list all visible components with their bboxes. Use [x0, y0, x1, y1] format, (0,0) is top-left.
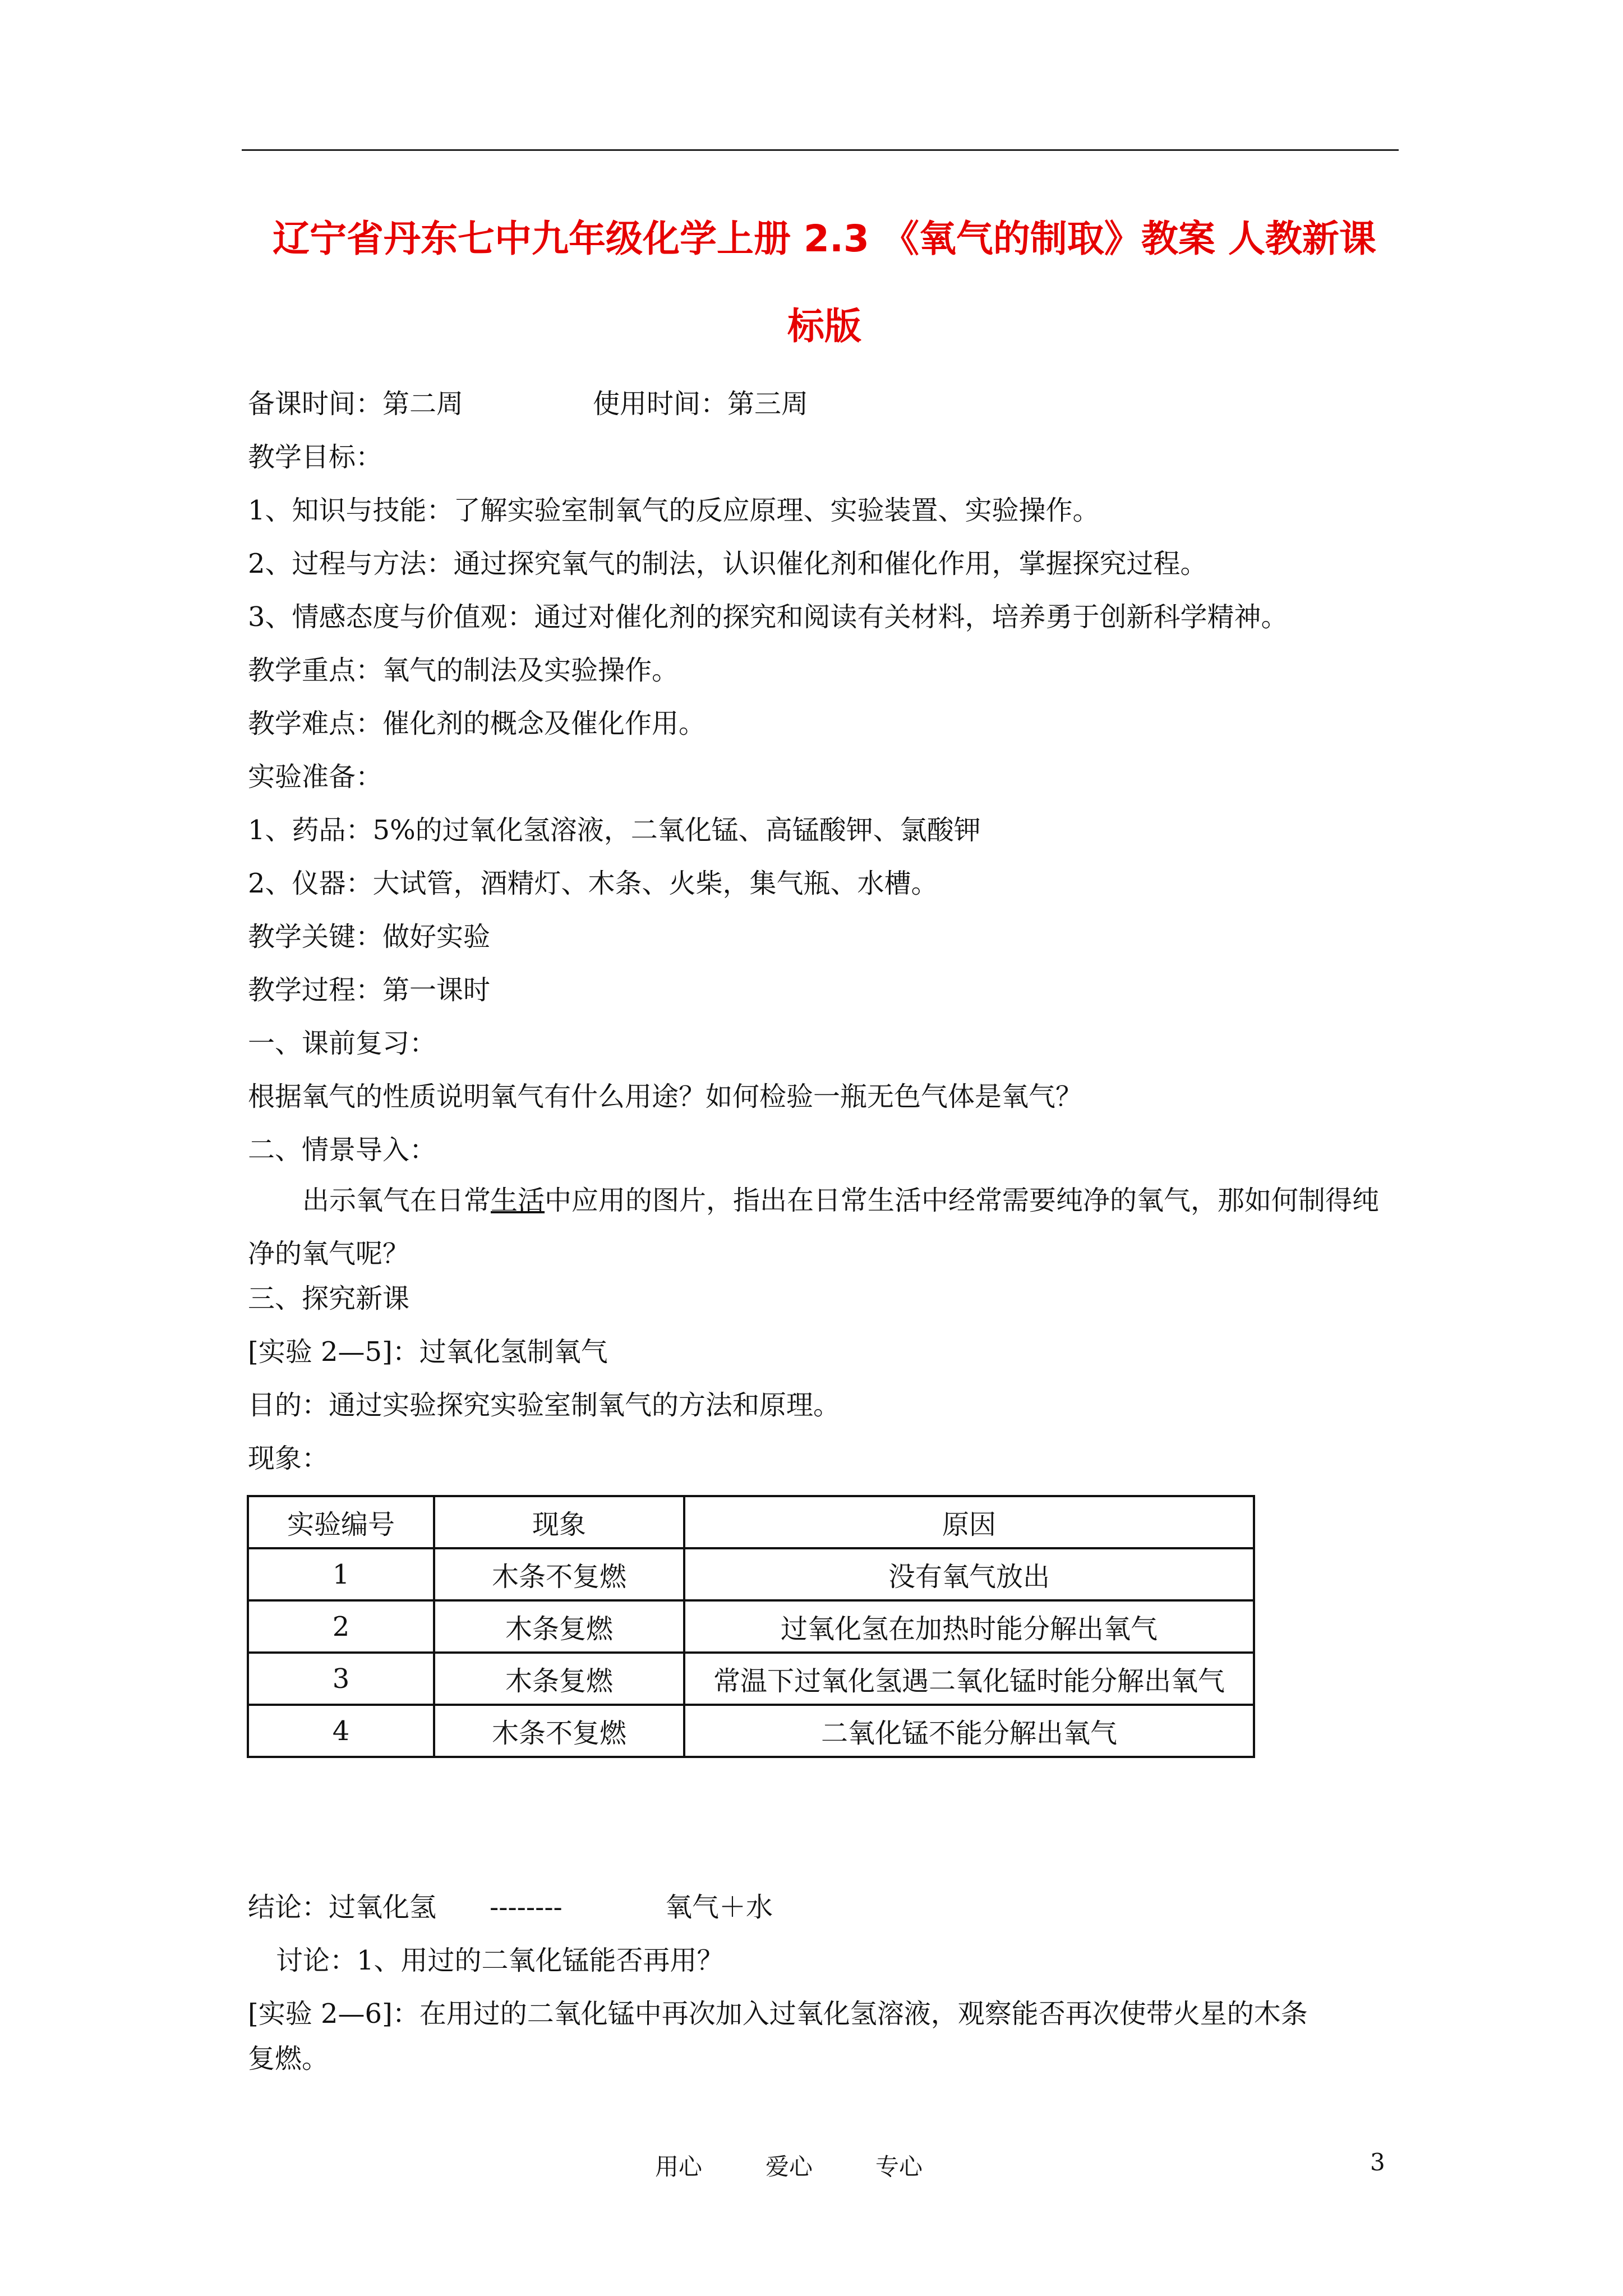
experiment-purpose: 目的：通过实验探究实验室制氧气的方法和原理。 — [248, 1389, 841, 1421]
table-header-row — [248, 1496, 1254, 1548]
table-cell: 常温下过氧化氢遇二氧化锰时能分解出氧气 — [684, 1653, 1254, 1705]
table-cell: 过氧化氢在加热时能分解出氧气 — [684, 1600, 1254, 1653]
table-cell: 1 — [248, 1548, 434, 1600]
table-row — [248, 1600, 1254, 1653]
intro-text-a: 出示氧气在日常 — [302, 1185, 491, 1216]
experiment-2-5: [实验 2—5]：过氧化氢制氧气 — [248, 1336, 608, 1368]
header-cell: 现象 — [434, 1496, 684, 1548]
footer-motto-1: 用心 — [655, 2153, 703, 2180]
document-title-line2: 标版 — [787, 305, 861, 348]
life-link[interactable]: 生活 — [491, 1185, 545, 1216]
review-question: 根据氧气的性质说明氧气有什么用途？如何检验一瓶无色气体是氧气？ — [248, 1081, 1083, 1112]
conclusion-product: 氧气＋水 — [665, 1892, 773, 1923]
discussion-question: 讨论：1、用过的二氧化锰能否再用？ — [276, 1945, 724, 1976]
table-row — [248, 1653, 1254, 1705]
header-cell: 实验编号 — [248, 1496, 434, 1548]
goal-1: 1、知识与技能：了解实验室制氧气的反应原理、实验装置、实验操作。 — [248, 495, 1100, 526]
goal-2: 2、过程与方法：通过探究氧气的制法，认识催化剂和催化作用，掌握探究过程。 — [248, 548, 1207, 579]
header-rule — [242, 149, 1399, 151]
intro-paragraph — [248, 1174, 1399, 1281]
table-cell: 3 — [248, 1653, 434, 1705]
experiment-2-6: [实验 2—6]：在用过的二氧化锰中再次加入过氧化氢溶液，观察能否再次使带火星的木条 — [248, 1998, 1308, 2030]
prep-instruments: 2、仪器：大试管，酒精灯、木条、火柴，集气瓶、水槽。 — [248, 868, 938, 899]
review-heading: 一、课前复习： — [248, 1028, 437, 1059]
table-cell: 4 — [248, 1705, 434, 1757]
teaching-key: 教学关键：做好实验 — [248, 921, 491, 953]
table-cell: 木条复燃 — [434, 1600, 684, 1653]
phenomenon-label: 现象： — [248, 1443, 329, 1474]
explore-heading: 三、探究新课 — [248, 1283, 410, 1314]
goal-3: 3、情感态度与价值观：通过对催化剂的探究和阅读有关材料，培养勇于创新科学精神。 — [248, 601, 1288, 633]
table-row — [248, 1705, 1254, 1757]
footer-motto-2: 爱心 — [766, 2153, 813, 2180]
table-cell: 二氧化锰不能分解出氧气 — [684, 1705, 1254, 1757]
prep-chemicals: 1、药品：5%的过氧化氢溶液，二氧化锰、高锰酸钾、氯酸钾 — [248, 815, 981, 846]
difficulty: 教学难点：催化剂的概念及催化作用。 — [248, 708, 706, 739]
intro-heading: 二、情景导入： — [248, 1134, 437, 1166]
prep-time: 备课时间：第二周 — [248, 388, 464, 420]
header-cell: 原因 — [684, 1496, 1254, 1548]
table-cell: 木条复燃 — [434, 1653, 684, 1705]
key-point: 教学重点：氧气的制法及实验操作。 — [248, 655, 679, 686]
teaching-process: 教学过程：第一课时 — [248, 974, 491, 1006]
table-cell: 木条不复燃 — [434, 1548, 684, 1600]
use-time: 使用时间：第三周 — [593, 388, 809, 420]
table-row — [248, 1548, 1254, 1600]
prep-heading: 实验准备： — [248, 761, 383, 793]
footer-motto-3: 专心 — [875, 2153, 923, 2180]
table-cell: 2 — [248, 1600, 434, 1653]
experiment-table — [247, 1495, 1255, 1758]
document-title-line1: 辽宁省丹东七中九年级化学上册 2.3 《氧气的制取》教案 人教新课 — [273, 217, 1376, 260]
page-number: 3 — [1370, 2148, 1385, 2176]
conclusion-label: 结论：过氧化氢 — [248, 1892, 437, 1923]
table-cell: 木条不复燃 — [434, 1705, 684, 1757]
intro-text-b: 中应用的图片，指出在日常生活中经常需要纯净的氧气，那如何制得纯净的氧气呢？ — [248, 1185, 1380, 1269]
experiment-2-6-cont: 复燃。 — [248, 2043, 329, 2074]
conclusion-arrow: -------- — [490, 1892, 562, 1923]
goals-heading: 教学目标： — [248, 441, 383, 473]
table-cell: 没有氧气放出 — [684, 1548, 1254, 1600]
